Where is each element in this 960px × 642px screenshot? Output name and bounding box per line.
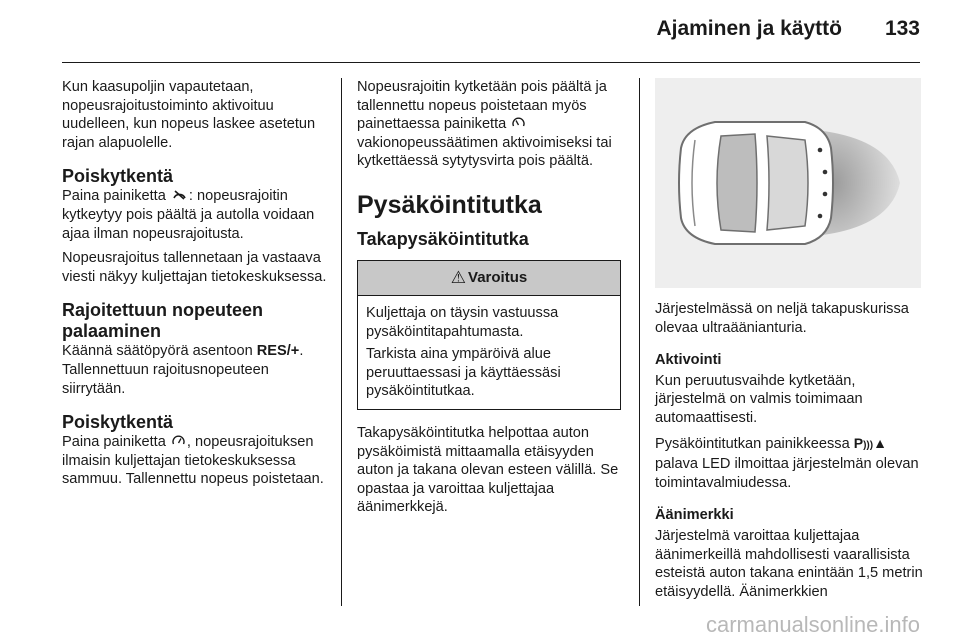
section-paragraph xyxy=(62,342,328,398)
paragraph xyxy=(655,434,923,493)
section-heading-poiskytkenta-2: Poiskytkentä xyxy=(62,412,174,433)
paragraph: Kun peruutusvaihde kytketään, järjestelmä on valmis toimimaan automaattisesti. xyxy=(655,372,863,426)
text-fragment: , nopeusrajoituksen ilmaisin kuljettajan tietokeskuksessa sammuu. Tallennettu nopeus poistetaan. xyxy=(62,434,324,488)
cruise-control-icon xyxy=(510,116,527,131)
text-fragment: Paina painiketta xyxy=(62,434,170,451)
page-header xyxy=(0,0,960,62)
section-heading-aktivointi: Aktivointi xyxy=(655,352,722,369)
watermark: carmanualsonline.info xyxy=(705,612,920,637)
section-paragraph xyxy=(62,187,328,243)
paragraph: Järjestelmä varoittaa kuljettajaa äänimerkeillä mahdollisesti vaarallisista esteistä auton takana enintään 1,5 metrin etäisyydellä. Äänimerkkien xyxy=(655,527,923,600)
control-label: RES/+ xyxy=(256,343,300,360)
column-divider-2 xyxy=(639,78,640,606)
warning-box xyxy=(357,260,621,410)
car-top-view-icon xyxy=(655,78,921,288)
text-fragment: . Tallennettuun rajoitusnopeuteen siirrytään. xyxy=(62,343,304,397)
section-subtitle: Takapysäköintitutka xyxy=(357,228,529,249)
warning-text: Tarkista aina ympäröivä alue peruuttaessasi ja käyttäessäsi pysäköintitutkaa. xyxy=(366,346,561,400)
chapter-title: Ajaminen ja käyttö xyxy=(656,17,842,40)
speed-limiter-off-icon xyxy=(170,188,189,203)
figure-caption: Järjestelmässä on neljä takapuskurissa olevaa ultraäänianturia. xyxy=(655,301,909,336)
column-1 xyxy=(62,78,328,495)
section-heading-aanimerkki: Äänimerkki xyxy=(655,507,734,524)
rear-parking-sensor-illustration xyxy=(655,78,921,288)
intro-paragraph: Kun kaasupoljin vapautetaan, nopeusrajoitustoiminto aktivoituu uudelleen, kun nopeus laskee asetetun rajan alapuolelle. xyxy=(62,79,316,151)
column-divider-1 xyxy=(341,78,342,606)
intro-paragraph xyxy=(357,78,623,171)
text-fragment: Nopeusrajoitin kytketään pois päältä ja tallennettu nopeus poistetaan myös painettaessa painiketta xyxy=(357,79,607,133)
warning-header xyxy=(358,261,620,296)
warning-text: Kuljettaja on täysin vastuussa pysäköintitapahtumasta. xyxy=(366,304,559,340)
speed-limiter-icon xyxy=(170,434,187,449)
text-fragment: Paina painiketta xyxy=(62,188,170,205)
section-heading-poiskytkenta-1: Poiskytkentä xyxy=(62,166,174,187)
page-number: 133 xyxy=(884,17,920,40)
text-fragment: palava LED ilmoittaa järjestelmän olevan toimintavalmiudessa. xyxy=(655,456,919,491)
section-heading-palaaminen: Rajoitettuun nopeuteen palaaminen xyxy=(62,300,263,342)
parking-sensor-icon: P)))▲ xyxy=(853,434,887,451)
column-2 xyxy=(357,78,623,523)
paragraph: Nopeusrajoitus tallennetaan ja vastaava viesti näkyy kuljettajan tietokeskuksessa. xyxy=(62,250,327,285)
text-fragment: vakionopeussäätimen aktivoimiseksi tai kytkettäessä sytytysvirta pois päältä. xyxy=(357,134,612,170)
section-paragraph xyxy=(62,433,328,489)
paragraph: Takapysäköintitutka helpottaa auton pysäköimistä mittaamalla etäisyyden auton ja takana olevan esteen välillä. Se opastaa ja varoittaa kuljettajaa äänimerkkejä. xyxy=(357,424,619,516)
text-fragment: Pysäköintitutkan painikkeessa xyxy=(655,435,854,452)
warning-body xyxy=(358,296,620,409)
section-title: Pysäköintitutka xyxy=(357,190,542,219)
warning-icon: ⚠ xyxy=(450,267,467,287)
text-fragment: Käännä säätöpyörä asentoon xyxy=(62,343,257,360)
text-fragment: : nopeusrajoitin kytkeytyy pois päältä ja autolla voidaan ajaa ilman nopeusrajoitusta. xyxy=(62,188,315,242)
column-3 xyxy=(655,300,923,607)
warning-label: Varoitus xyxy=(468,268,528,286)
header-divider xyxy=(62,62,920,63)
